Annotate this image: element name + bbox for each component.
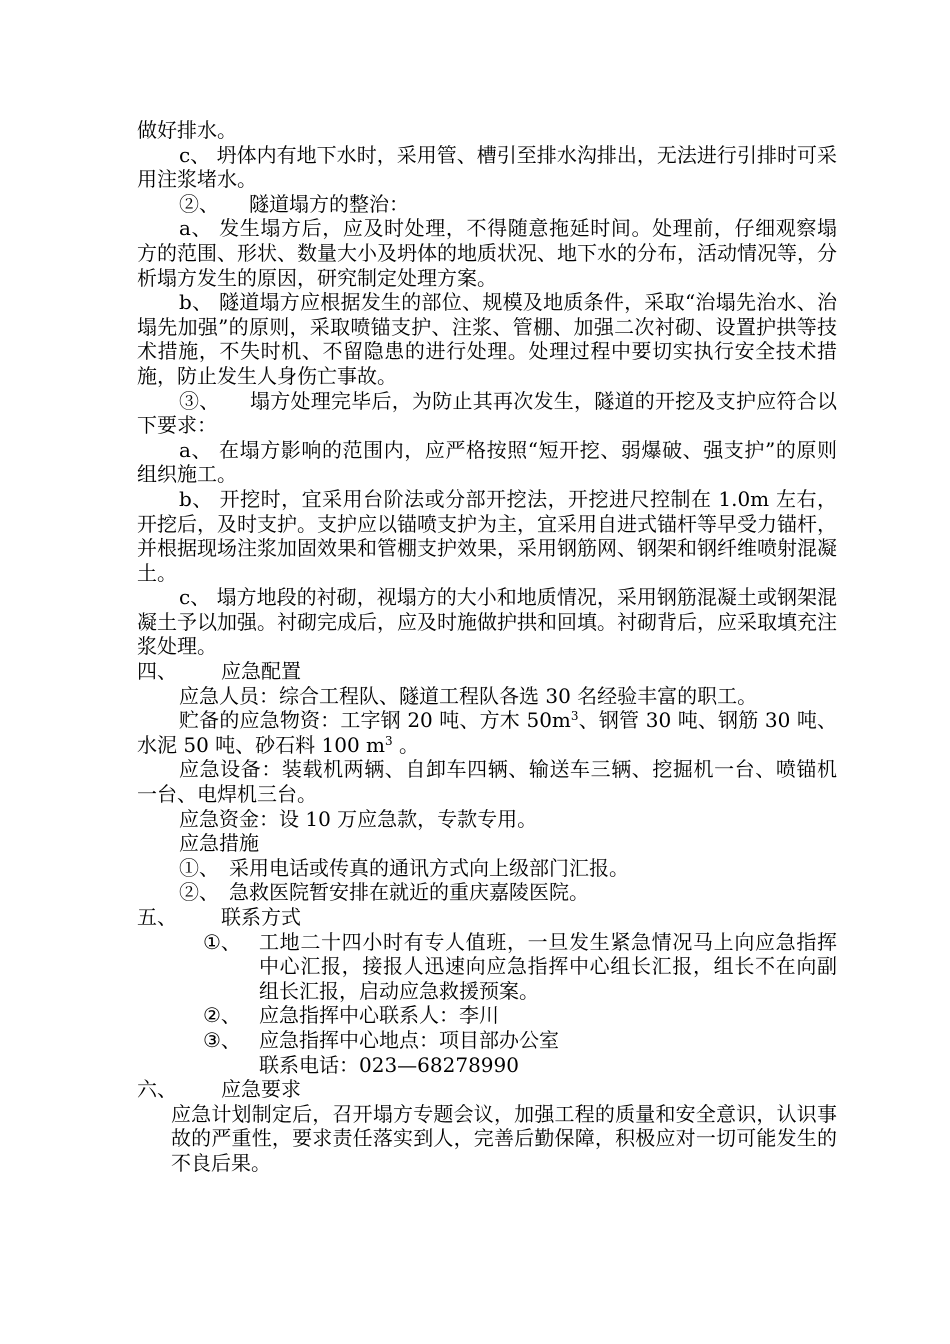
subheading-collapse-treatment: ②、 隧道塌方的整治： [179,191,409,216]
emergency-measure-1: ①、 采用电话或传真的通讯方式向上级部门汇报。 [179,855,629,880]
section-6-title: 应急要求 [221,1077,301,1102]
emergency-measures-title: 应急措施 [179,831,259,856]
contact-item-3-label: ③、 [203,1027,241,1052]
paragraph-a-treatment: a、 发生塌方后，应及时处理，不得随意拖延时间。处理前，仔细观察塌方的范围、形状、数量大小及坍体的地质状况、地下水的分布，活动情况等，分析塌方发生的原因，研究制定处理方案。 [137,216,837,290]
paragraph-c-lining: c、 塌方地段的衬砌，视塌方的大小和地质情况，采用钢筋混凝土或钢架混凝土予以加强。衬砌完成后，应及时施做护拱和回填。衬砌背后，应采取填充注浆处理。 [137,585,837,659]
section-6-number: 六、 [137,1077,177,1102]
contact-item-2-text: 应急指挥中心联系人：李川 [259,1003,499,1028]
emergency-equipment: 应急设备：装载机两辆、自卸车四辆、输送车三辆、挖掘机一台、喷锚机一台、电焊机三台。 [137,757,837,807]
paragraph-b-treatment: b、 隧道塌方应根据发生的部位、规模及地质条件，采取“治塌先治水、治塌先加强”的原则，采取喷锚支护、注浆、管棚、加强二次衬砌、设置护拱等技术措施，不失时机、不留隐患的进行处理。处理过程中要切实执行安全技术措施，防止发生人身伤亡事故。 [137,290,837,388]
contact-item-1 [203,930,837,1004]
section-5-title: 联系方式 [221,905,301,929]
superscript-cubic-1: 3 [570,709,579,724]
emergency-personnel: 应急人员：综合工程队、隧道工程队各选 30 名经验丰富的职工。 [179,683,758,708]
section-5-heading [137,905,837,930]
paragraph-a-excavation: a、 在塌方影响的范围内，应严格按照“短开挖、弱爆破、强支护”的原则组织施工。 [137,437,837,487]
contact-item-1-label: ①、 [203,929,241,954]
section-6-body [137,1102,837,1176]
emergency-measure-2: ②、 急救医院暂安排在就近的重庆嘉陵医院。 [179,880,589,905]
emergency-funds: 应急资金：设 10 万应急款，专款专用。 [179,806,538,831]
paragraph-b-excavation: b、 开挖时，宜采用台阶法或分部开挖法，开挖进尺控制在 1.0m 左右，开挖后，及时支护。支护应以锚喷支护为主，宜采用自进式锚杆等早受力锚杆，并根据现场注浆加固效果和管棚支护效果，采用钢筋网、钢架和钢纤维喷射混凝土。 [137,486,837,585]
section-4-number: 四、 [137,659,177,684]
contact-item-2-label: ②、 [203,1003,241,1028]
document-body [137,118,837,1176]
emergency-requirements-text: 应急计划制定后，召开塌方专题会议，加强工程的质量和安全意识，认识事故的严重性，要求责任落实到人，完善后勤保障，积极应对一切可能发生的不良后果。 [171,1101,837,1175]
contact-list [137,930,837,1078]
paragraph-drainage-end: 做好排水。 [137,118,237,142]
section-6-heading [137,1077,837,1102]
contact-item-2 [203,1003,837,1028]
superscript-cubic-2: 3 [385,733,393,748]
subheading-post-collapse: ③、 塌方处理完毕后，为防止其再次发生，隧道的开挖及支护应符合以下要求： [137,388,837,438]
section-4-title: 应急配置 [221,659,301,684]
contact-phone: 联系电话：023—68278990 [259,1052,519,1077]
contact-item-3 [203,1028,837,1053]
section-5-number: 五、 [137,905,177,929]
emergency-materials: 贮备的应急物资：工字钢 20 吨、方木 $50m^3$、钢管 30 吨、钢筋 30 吨、水泥 50 吨、砂石料 100 $m^3$ 。 [137,708,838,757]
section-4-heading [137,659,837,684]
paragraph-c-groundwater: c、 坍体内有地下水时，采用管、槽引至排水沟排出，无法进行引排时可采用注浆堵水。 [137,142,837,192]
contact-item-3-text: 应急指挥中心地点：项目部办公室 [259,1027,559,1052]
contact-item-1-text: 工地二十四小时有专人值班，一旦发生紧急情况马上向应急指挥中心汇报，接报人迅速向应急指挥中心组长汇报，组长不在向副组长汇报，启动应急救援预案。 [259,929,837,1003]
